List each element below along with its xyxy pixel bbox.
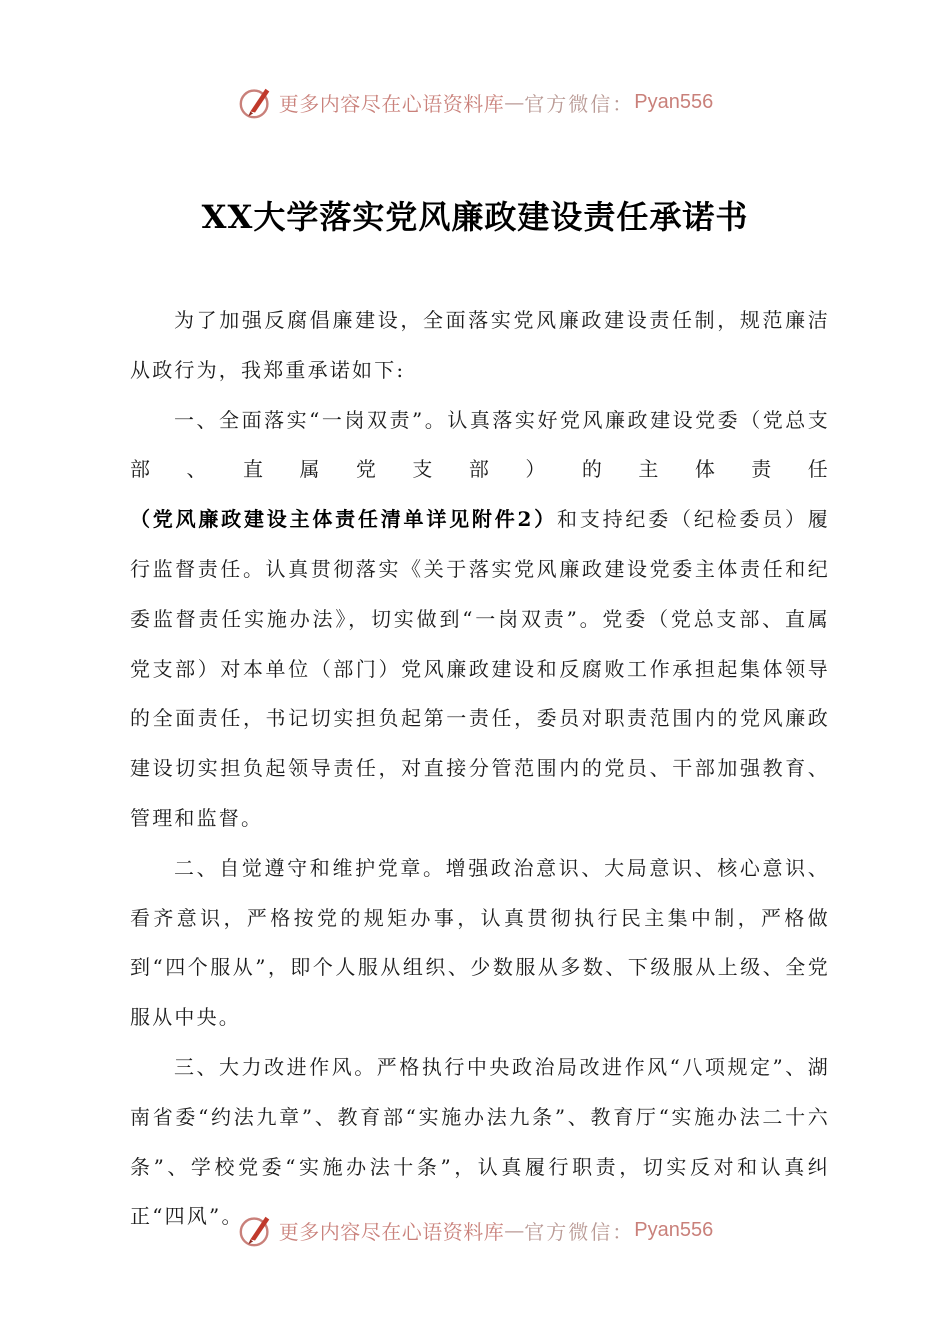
pen-nib-circle-icon bbox=[237, 83, 275, 121]
document-body bbox=[130, 296, 830, 1242]
paragraph-one-bold: （党风廉政建设主体责任清单详见附件2） bbox=[130, 507, 558, 532]
watermark-label: 官方微信： bbox=[524, 91, 635, 116]
watermark-header bbox=[0, 80, 950, 124]
watermark-text: 更多内容尽在心语资料库 bbox=[278, 91, 505, 116]
pen-nib-circle-icon bbox=[237, 1211, 275, 1249]
paragraph-two: 二、自觉遵守和维护党章。增强政治意识、大局意识、核心意识、看齐意识，严格按党的规矩办事，认真贯彻执行民主集中制，严格做到“四个服从”，即个人服从组织、少数服从多数、下级服从上级、全党服从中央。 bbox=[130, 855, 830, 1030]
watermark-id: Pyan556 bbox=[634, 1218, 714, 1241]
intro-paragraph: 为了加强反腐倡廉建设，全面落实党风廉政建设责任制，规范廉洁从政行为，我郑重承诺如下: bbox=[130, 308, 830, 382]
watermark-label: 官方微信： bbox=[524, 1219, 635, 1244]
watermark-separator: — bbox=[504, 1218, 525, 1242]
document-title: XX大学落实党风廉政建设责任承诺书 bbox=[201, 198, 749, 236]
watermark-text: 更多内容尽在心语资料库 bbox=[278, 1219, 505, 1244]
paragraph-one-part2: 和支持纪委（纪检委员）履行监督责任。认真贯彻落实《关于落实党风廉政建设党委主体责任和纪委监督责任实施办法》，切实做到“一岗双责”。党委（党总支部、直属党支部）对本单位（部门）党风廉政建设和反腐败工作承担起集体领导的全面责任，书记切实担负起第一责任，委员对职责范围内的党风廉政建设切实担负起领导责任，对直接分管范围内的党员、干部加强教育、管理和监督。 bbox=[130, 507, 831, 830]
paragraph-one bbox=[130, 396, 830, 844]
watermark-separator: — bbox=[504, 90, 525, 114]
watermark-id: Pyan556 bbox=[634, 90, 714, 113]
paragraph-one-part1: 一、全面落实“一岗双责”。认真落实好党风廉政建设党委（党总支部、直属党支部）的主体责任 bbox=[130, 407, 830, 482]
paragraph-three: 三、大力改进作风。严格执行中央政治局改进作风“八项规定”、湖南省委“约法九章”、教育部“实施办法九条”、教育厅“实施办法二十六条”、学校党委“实施办法十条”，认真履行职责，切实反对和认真纠正“四风”。 bbox=[130, 1054, 830, 1229]
watermark-footer bbox=[0, 1208, 950, 1252]
